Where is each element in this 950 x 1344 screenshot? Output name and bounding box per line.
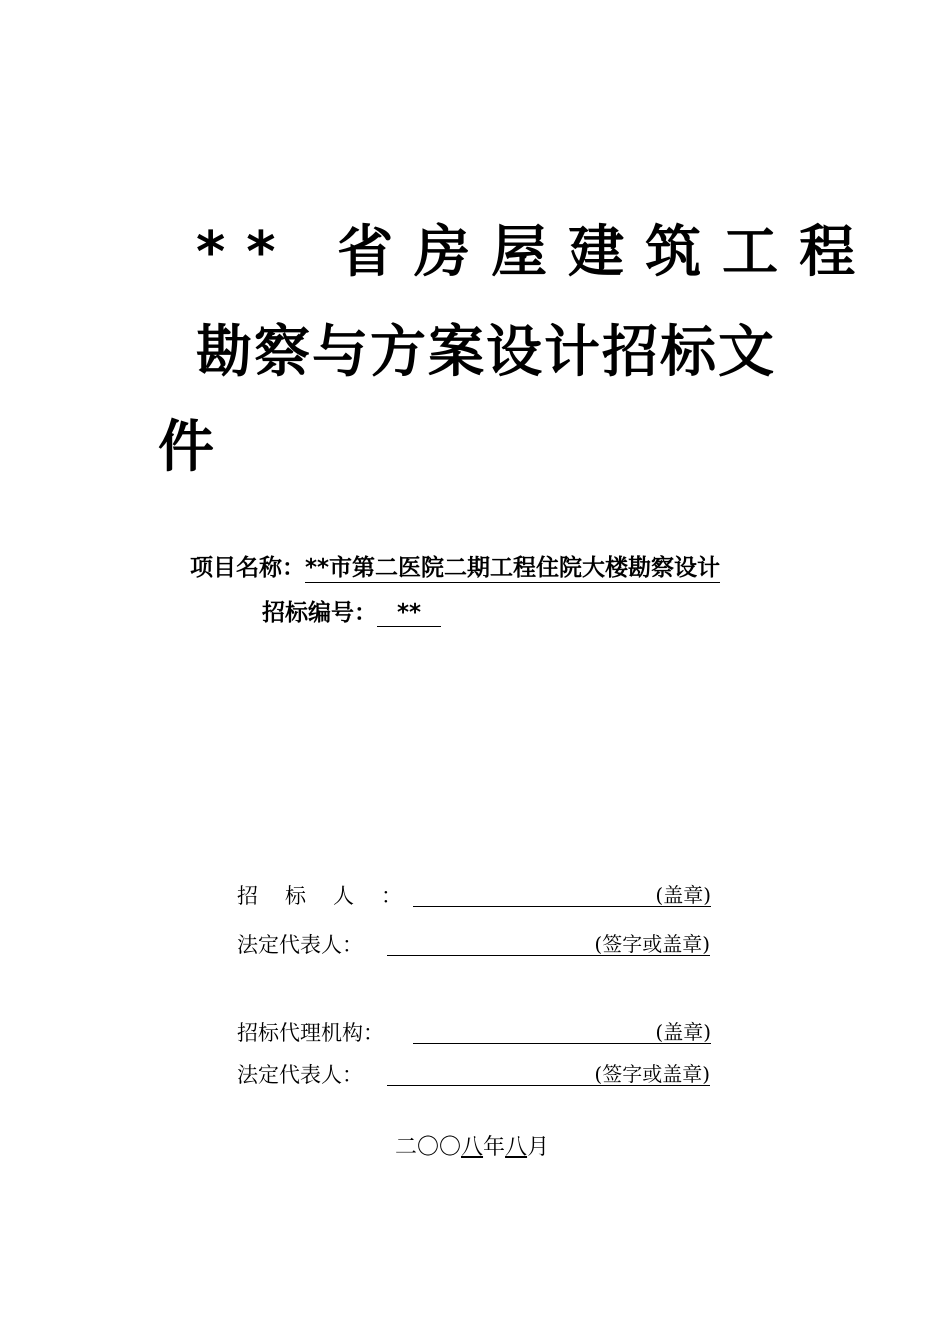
bid-number-label: 招标编号： <box>262 600 377 626</box>
project-name-row <box>190 557 720 580</box>
bid-number-row <box>262 602 441 627</box>
document-title-line-3: 件 <box>158 415 214 480</box>
document-date <box>395 1137 549 1159</box>
legal-representative-sign-field: (签字或盖章) <box>387 1064 710 1086</box>
agency-seal-field: (盖章) <box>413 1022 711 1044</box>
bid-number-value: ** <box>377 602 441 627</box>
date-year-prefix: 二〇〇 <box>395 1135 462 1160</box>
tenderer-seal-field: (盖章) <box>413 885 711 907</box>
signature-row-legal-rep-1 <box>237 934 710 956</box>
signature-row-legal-rep-2 <box>237 1064 710 1086</box>
date-year-digit: 八 <box>461 1135 484 1160</box>
signature-row-agency <box>237 1022 711 1044</box>
project-name-label: 项目名称： <box>190 555 305 581</box>
legal-representative-label: 法定代表人： <box>237 1063 363 1087</box>
date-month-digit: 八 <box>505 1135 528 1160</box>
date-year-char: 年 <box>483 1135 506 1160</box>
tenderer-label: 招标人： <box>237 884 429 908</box>
legal-representative-label: 法定代表人： <box>237 933 363 957</box>
agency-label: 招标代理机构： <box>237 1021 384 1045</box>
project-name-value: **市第二医院二期工程住院大楼勘察设计 <box>305 555 721 581</box>
document-title-line-2: 勘察与方案设计招标文 <box>196 320 776 385</box>
signature-row-tenderer <box>237 885 711 907</box>
legal-representative-sign-field: (签字或盖章) <box>387 934 710 956</box>
date-month-char: 月 <box>527 1135 550 1160</box>
document-title-line-1: ** 省房屋建筑工程 <box>196 220 877 285</box>
